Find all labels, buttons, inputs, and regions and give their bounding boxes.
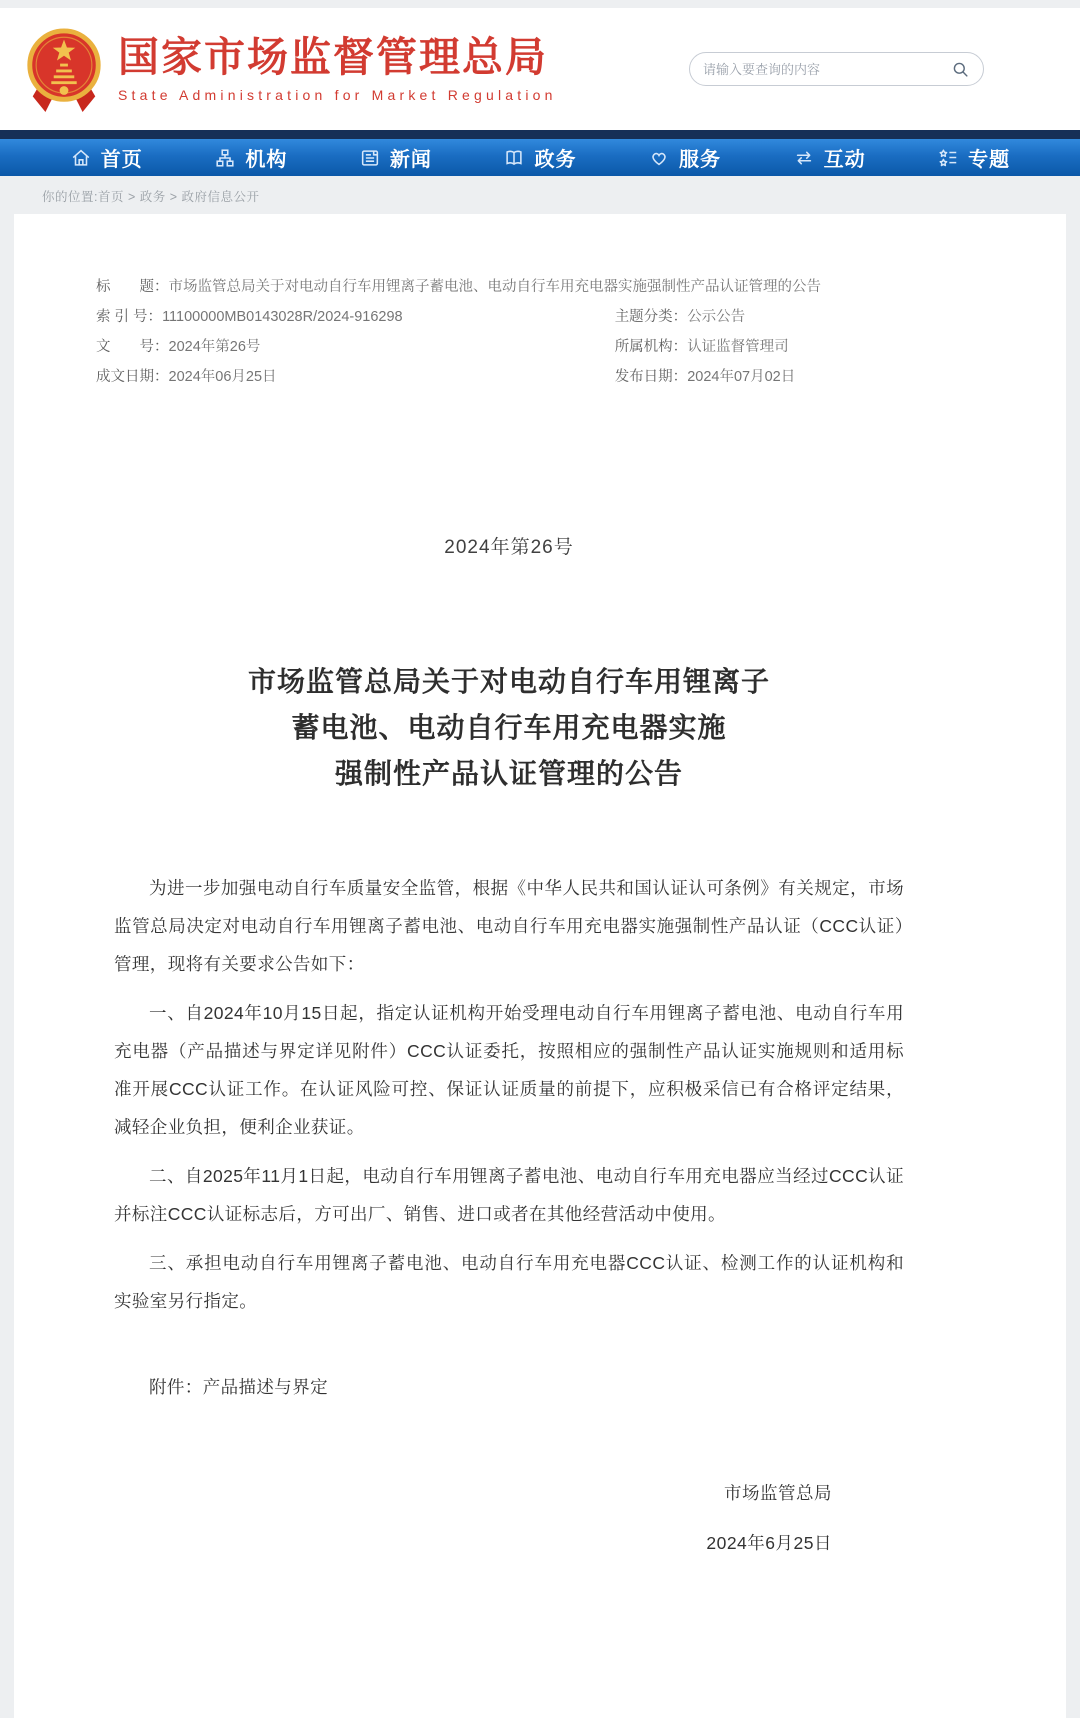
site-search[interactable] <box>689 52 984 86</box>
book-icon <box>503 147 525 169</box>
site-title-block <box>118 35 557 103</box>
home-icon <box>70 147 92 169</box>
main-nav <box>0 139 1080 176</box>
top-strip <box>0 0 1080 8</box>
doc-number: 2024年第26号 <box>444 537 574 558</box>
nav-item-label: 首页 <box>100 149 143 171</box>
site-subtitle: State Administration for Market Regulation <box>118 87 557 104</box>
meta-title-value: 市场监管总局关于对电动自行车用锂离子蓄电池、电动自行车用充电器实施强制性产品认证管理的公告 <box>168 279 821 295</box>
site-title: 国家市场监督管理总局 <box>118 33 548 80</box>
nav-item-label: 机构 <box>245 149 288 171</box>
site-logo[interactable] <box>24 26 557 112</box>
paragraph-intro: 为进一步加强电动自行车质量安全监管，根据《中华人民共和国认证认可条例》有关规定，市场监管总局决定对电动自行车用锂离子蓄电池、电动自行车用充电器实施强制性产品认证（CCC认证）管理，现将有关要求公告如下： <box>114 878 904 974</box>
announcement-body <box>14 532 1066 1568</box>
newspaper-icon <box>359 147 381 169</box>
heart-icon <box>648 147 670 169</box>
nav-item-news[interactable] <box>359 143 432 172</box>
star-list-icon <box>937 147 959 169</box>
doc-paragraphs <box>114 869 904 1320</box>
meta-row-index <box>96 302 1006 332</box>
meta-org-label: 所属机构： <box>614 339 688 355</box>
nav-item-gov[interactable] <box>503 143 576 172</box>
sign-date: 2024年6月25日 <box>706 1533 832 1553</box>
signer: 市场监管总局 <box>724 1483 832 1503</box>
site-header <box>0 8 1080 130</box>
meta-index-label: 索 引 号： <box>96 309 163 325</box>
nav-item-home[interactable] <box>70 143 143 172</box>
nav-item-label: 服务 <box>679 149 722 171</box>
meta-row-dates <box>96 362 1006 392</box>
nav-item-label: 政务 <box>534 149 577 171</box>
meta-org-value: 认证监督管理司 <box>687 339 789 355</box>
meta-written-date-value: 2024年06月25日 <box>168 369 277 385</box>
doc-title-line: 市场监管总局关于对电动自行车用锂离子 <box>247 666 770 697</box>
search-icon[interactable] <box>951 60 970 79</box>
meta-row-title <box>96 272 1006 302</box>
content-card <box>14 214 1066 1718</box>
meta-publish-date-label: 发布日期： <box>614 369 688 385</box>
doc-title-line: 强制性产品认证管理的公告 <box>334 758 683 789</box>
meta-index-value: 11100000MB0143028R/2024-916298 <box>162 309 403 325</box>
nav-item-service[interactable] <box>648 143 721 172</box>
org-chart-icon <box>214 147 236 169</box>
nav-item-topics[interactable] <box>937 143 1010 172</box>
paragraph-item-2: 二、自2025年11月1日起，电动自行车用锂离子蓄电池、电动自行车用充电器应当经过CCC认证并标注CCC认证标志后，方可出厂、销售、进口或者在其他经营活动中使用。 <box>114 1166 904 1224</box>
search-input[interactable] <box>703 62 943 77</box>
national-emblem-icon <box>24 26 104 112</box>
nav-item-label: 专题 <box>968 149 1011 171</box>
exchange-arrows-icon <box>793 147 815 169</box>
meta-row-docno <box>96 332 1006 362</box>
nav-item-label: 互动 <box>823 149 866 171</box>
breadcrumb[interactable]: 你的位置:首页 > 政务 > 政府信息公开 <box>42 190 260 204</box>
doc-title-line: 蓄电池、电动自行车用充电器实施 <box>291 712 727 743</box>
doc-title <box>114 659 904 797</box>
meta-title-label: 标 题： <box>96 279 169 295</box>
nav-item-label: 新闻 <box>389 149 432 171</box>
attachment-line[interactable]: 附件：产品描述与界定 <box>149 1377 328 1397</box>
meta-docno-value: 2024年第26号 <box>168 339 261 355</box>
nav-top-strip <box>0 130 1080 139</box>
meta-category-value: 公示公告 <box>687 309 746 325</box>
paragraph-item-1: 一、自2024年10月15日起，指定认证机构开始受理电动自行车用锂离子蓄电池、电动自行车用充电器（产品描述与界定详见附件）CCC认证委托，按照相应的强制性产品认证实施规则和适用标准开展CCC认证工作。在认证风险可控、保证认证质量的前提下，应积极采信已有合格评定结果，减轻企业负担，便利企业获证。 <box>114 1003 904 1137</box>
meta-category-label: 主题分类： <box>614 309 688 325</box>
signature-block <box>114 1468 904 1568</box>
meta-docno-label: 文 号： <box>96 339 169 355</box>
nav-item-interact[interactable] <box>793 143 866 172</box>
paragraph-item-3: 三、承担电动自行车用锂离子蓄电池、电动自行车用充电器CCC认证、检测工作的认证机构和实验室另行指定。 <box>114 1253 904 1311</box>
meta-written-date-label: 成文日期： <box>96 369 169 385</box>
document-meta <box>14 214 1066 392</box>
nav-item-org[interactable] <box>214 143 287 172</box>
meta-publish-date-value: 2024年07月02日 <box>687 369 796 385</box>
